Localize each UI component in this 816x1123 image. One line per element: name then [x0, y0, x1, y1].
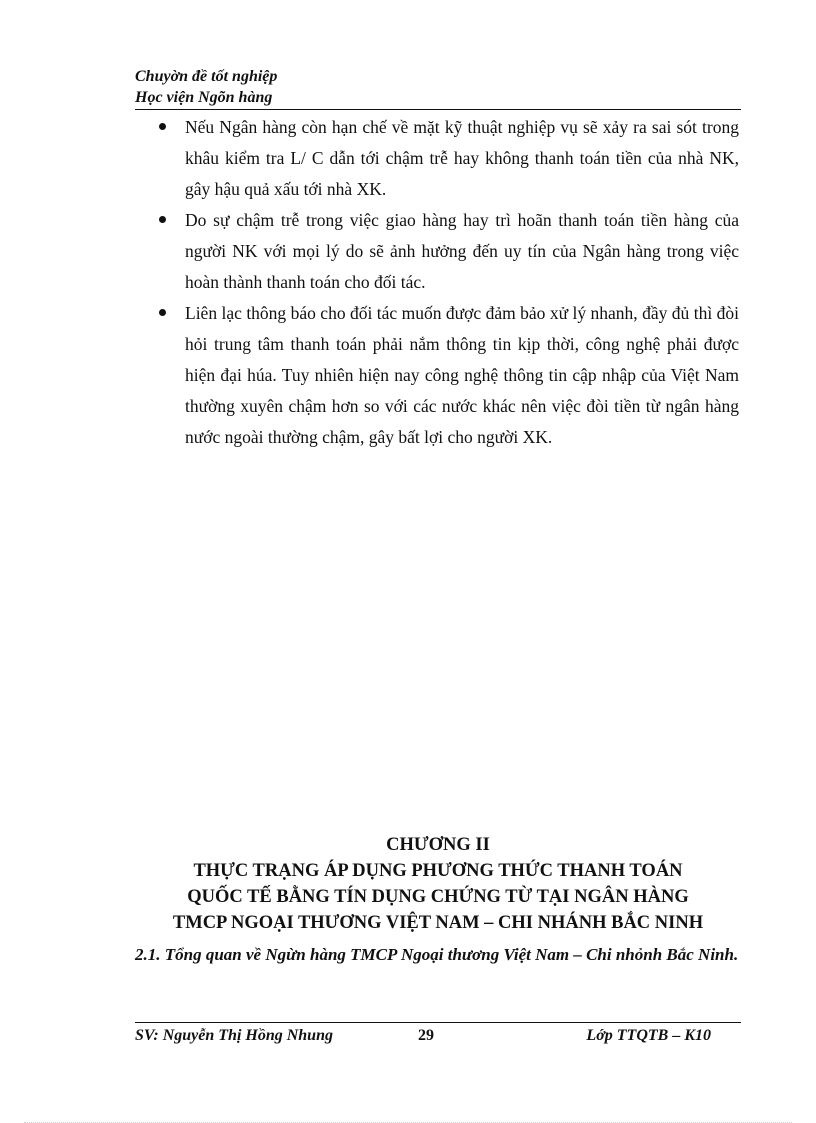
bullet-text: Nếu Ngân hàng còn hạn chế về mặt kỹ thuật nghiệp vụ sẽ xảy ra sai sót trong khâu kiểm tra L/ C dẫn tới chậm trễ hay không thanh toán tiền của nhà NK, gây hậu quả xấu tới nhà XK.: [185, 117, 739, 199]
chapter-title-line-3: TMCP NGOẠI THƯƠNG VIỆT NAM – CHI NHÁNH BẮC NINH: [172, 913, 704, 933]
chapter-heading: [135, 832, 741, 936]
section-heading: 2.1. Tổng quan về Ngừn hàng TMCP Ngoại thương Việt Nam – Chi nhỏnh Bắc Ninh.: [135, 945, 739, 964]
chapter-number: CHƯƠNG II: [386, 835, 490, 855]
page-footer: [135, 1022, 741, 1051]
chapter-title-line-2: QUỐC TẾ BẰNG TÍN DỤNG CHỨNG TỪ TẠI NGÂN HÀNG: [187, 887, 689, 907]
footer-page-number: 29: [418, 1027, 434, 1044]
bullet-text: Do sự chậm trễ trong việc giao hàng hay trì hoãn thanh toán tiền hàng của người NK với mọi lý do sẽ ảnh hưởng đến uy tín của Ngân hàng trong việc hoàn thành thanh toán cho đối tác.: [185, 210, 739, 292]
footer-student-name: SV: Nguyễn Thị Hồng Nhung: [135, 1027, 333, 1044]
bullet-dot-icon: [159, 216, 166, 223]
bullet-item: [159, 112, 739, 205]
header-document-type: Chuyờn đề tốt nghiệp: [135, 68, 278, 85]
bullet-item: [159, 205, 739, 298]
header-institution: Học viện Ngõn hàng: [135, 89, 273, 106]
bullet-list: [159, 112, 739, 453]
bullet-dot-icon: [159, 309, 166, 316]
page-header: [135, 66, 741, 110]
footer-class-name: Lớp TTQTB – K10: [586, 1027, 711, 1044]
chapter-title-line-1: THỰC TRẠNG ÁP DỤNG PHƯƠNG THỨC THANH TOÁN: [193, 861, 683, 881]
bullet-text: Liên lạc thông báo cho đối tác muốn được đảm bảo xử lý nhanh, đầy đủ thì đòi hỏi trung tâm thanh toán phải nắm thông tin kịp thời, công nghệ phải được hiện đại húa. Tuy nhiên hiện nay công nghệ thông tin cập nhập của Việt Nam thường xuyên chậm hơn so với các nước khác nên việc đòi tiền từ ngân hàng nước ngoài thường chậm, gây bất lợi cho người XK.: [185, 303, 739, 447]
bullet-item: [159, 298, 739, 453]
bullet-dot-icon: [159, 123, 166, 130]
